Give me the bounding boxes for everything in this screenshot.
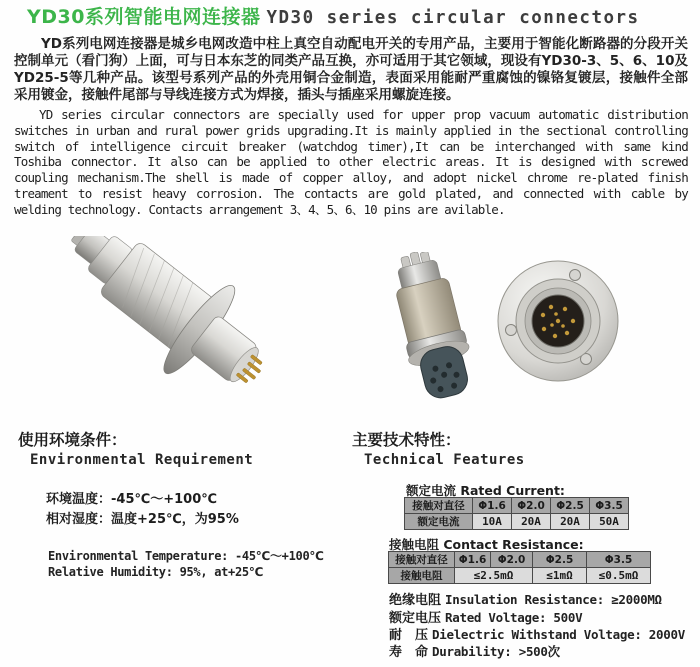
environment-heading-english: Environmental Requirement — [30, 452, 254, 468]
value-cell: 20A — [551, 514, 590, 530]
header-cell: Φ1.6 — [473, 498, 512, 514]
value-cell: ≤0.5mΩ — [587, 568, 651, 584]
table-header-row — [389, 552, 651, 568]
product-photo-angled-connector — [50, 236, 326, 422]
value-cell: ≤2.5mΩ — [455, 568, 533, 584]
environment-temperature-english: Environmental Temperature: -45℃～+100℃ — [48, 549, 324, 563]
intro-paragraph-chinese: YD系列电网连接器是城乡电网改造中柱上真空自动配电开关的专用产品，主要用于智能化断路器的分段开关控制单元（看门狗）上面，可与日本东芝的同类产品互换，亦可适用于其它领域，现设有YD30-3、5、6、10及YD25-5等几种产品。该型号系列产品的外壳用铜合金制造，表面采用能耐严重腐蚀的镍铬复镀层，接触件全部采用镀金，接触件尾部与导线连接方式为焊接，插头与插座采用螺旋连接。 — [14, 36, 688, 103]
environment-heading-chinese: 使用环境条件： — [18, 431, 127, 449]
table-header-row — [405, 498, 629, 514]
contact-resistance-label: 接触电阻 Contact Resistance: — [389, 537, 584, 552]
table-value-row — [389, 568, 651, 584]
environment-humidity-chinese: 相对湿度：温度+25℃，为95% — [46, 512, 239, 527]
header-cell: Φ1.6 — [455, 552, 491, 568]
page-title — [27, 2, 640, 29]
spec-value: Dielectric Withstand Voltage: 2000V — [432, 627, 685, 642]
contact-resistance-table — [388, 551, 651, 584]
spec-label-chinese: 耐 压 — [389, 628, 429, 643]
spec-label-chinese: 寿 命 — [389, 645, 429, 660]
header-cell: Φ2.5 — [533, 552, 587, 568]
header-cell: Φ3.5 — [590, 498, 629, 514]
header-cell: 接触对直径 — [389, 552, 455, 568]
value-cell: ≤1mΩ — [533, 568, 587, 584]
row-label-cell: 接触电阻 — [389, 568, 455, 584]
environment-temperature-chinese: 环境温度：-45℃～+100℃ — [46, 492, 217, 507]
spec-label-chinese: 额定电压 — [389, 611, 442, 626]
header-cell: Φ3.5 — [587, 552, 651, 568]
spec-value: Rated Voltage: 500V — [445, 610, 583, 625]
header-cell: Φ2.5 — [551, 498, 590, 514]
value-cell: 50A — [590, 514, 629, 530]
spec-value: Insulation Resistance: ≥2000MΩ — [445, 592, 662, 607]
header-cell: 接触对直径 — [405, 498, 473, 514]
page-title-chinese: YD30系列智能电网连接器 — [27, 6, 261, 28]
page-title-english: YD30 series circular connectors — [266, 8, 640, 28]
header-cell: Φ2.0 — [512, 498, 551, 514]
technical-heading-chinese: 主要技术特性： — [352, 431, 461, 449]
spec-durability — [389, 641, 560, 660]
header-cell: Φ2.0 — [491, 552, 533, 568]
spec-value: Durability: >500次 — [432, 644, 560, 659]
environment-humidity-english: Relative Humidity: 95%, at+25℃ — [48, 565, 264, 579]
technical-heading-english: Technical Features — [364, 452, 525, 468]
spec-insulation-resistance — [389, 589, 662, 608]
row-label-cell: 额定电流 — [405, 514, 473, 530]
rated-current-table — [404, 497, 629, 530]
value-cell: 20A — [512, 514, 551, 530]
rated-current-label: 额定电流 Rated Current: — [406, 483, 565, 498]
intro-paragraph-english: YD series circular connectors are specially used for upper prop vacuum automatic distribution switches in urban and rural power grids upgrading.It is mainly applied in the sectional controlling switch of intelligence circuit breaker (watchdog timer),It can be interchanged with same kind Toshiba connector. It also can be applied to other electric areas. It is designed with screwed coupling mechanism.The shell is made of copper alloy, and adopt nickel chrome re-plated finish treament to resist heavy corrosion. The contacts are gold plated, and connected with cable by welding technology. Contacts arrangement 3、4、5、6、10 pins are avilable. — [14, 107, 688, 217]
product-photo-cable-plug — [378, 252, 490, 416]
product-photo-round-receptacle — [492, 258, 628, 388]
value-cell: 10A — [473, 514, 512, 530]
spec-label-chinese: 绝缘电阻 — [389, 593, 442, 608]
table-value-row — [405, 514, 629, 530]
